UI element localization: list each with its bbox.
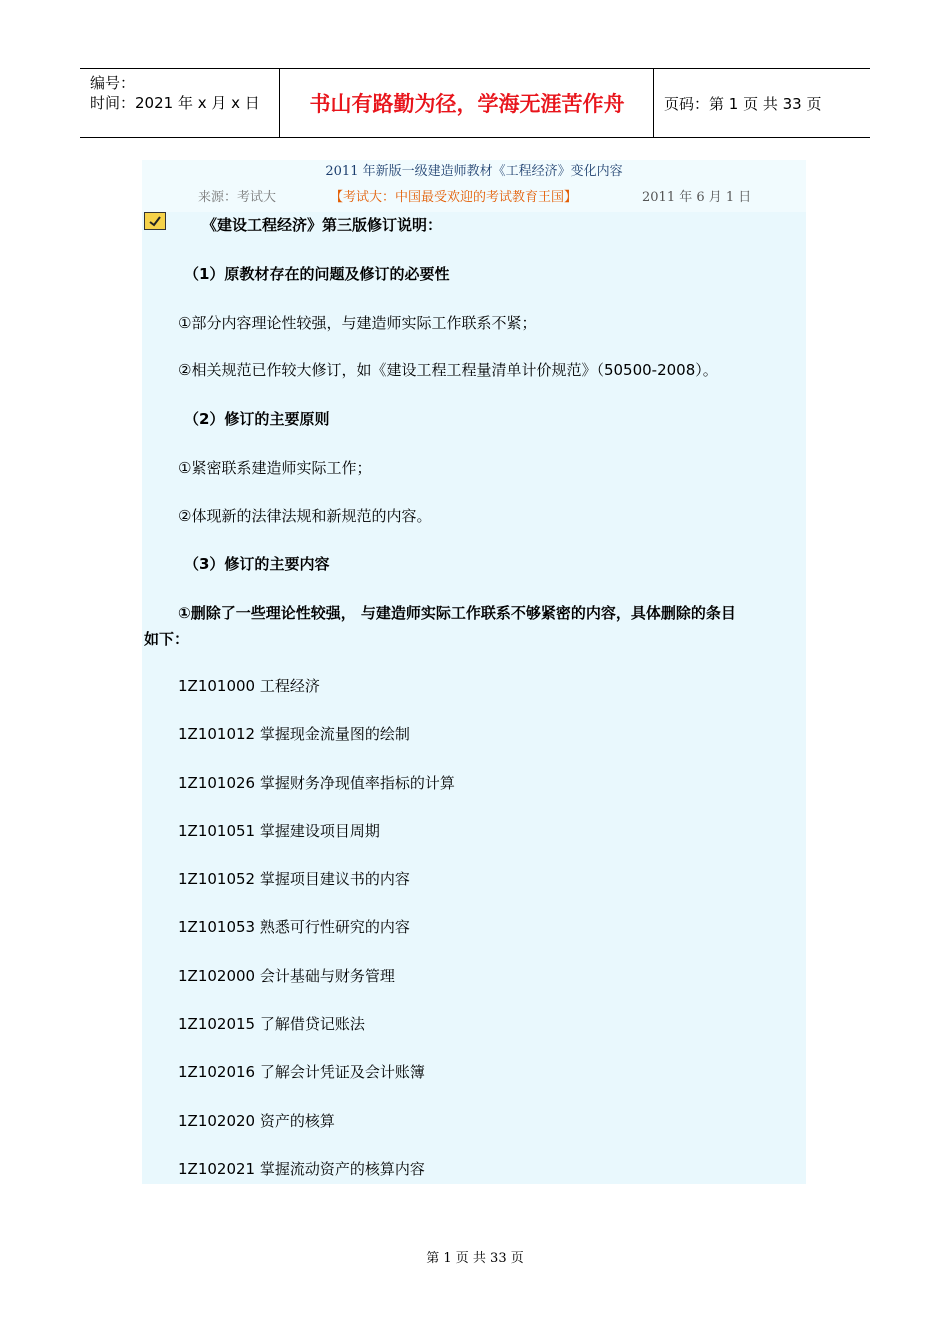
article-source: 来源：考试大 [198,190,277,205]
note-icon [144,212,166,230]
article-body [142,212,806,1184]
list-item: 1Z101053 熟悉可行性研究的内容 [178,918,410,936]
section2-item1: ①紧密联系建造师实际工作； [178,459,372,477]
list-item: 1Z102016 了解会计凭证及会计账簿 [178,1063,425,1081]
list-item: 1Z101026 掌握财务净现值率指标的计算 [178,774,455,792]
article-heading: 《建设工程经济》第三版修订说明： [202,216,443,234]
time-label: 时间：2021 年 x 月 x 日 [90,94,260,112]
section1-title: （1）原教材存在的问题及修订的必要性 [184,265,450,283]
section3-lead-line1: ①删除了一些理论性较强， 与建造师实际工作联系不够紧密的内容，具体删除的条目 [178,604,736,622]
list-item: 1Z101052 掌握项目建议书的内容 [178,870,410,888]
list-item: 1Z101000 工程经济 [178,677,320,695]
page-header [80,68,870,138]
article-date: 2011 年 6 月 1 日 [642,190,752,205]
section1-item1: ①部分内容理论性较强，与建造师实际工作联系不紧； [178,314,537,332]
page-footer: 第 1 页 共 33 页 [426,1251,524,1266]
header-motto: 书山有路勤为径，学海无涯苦作舟 [281,69,654,137]
article-brand[interactable]: 【考试大：中国最受欢迎的考试教育王国】 [330,190,578,205]
list-item: 1Z102015 了解借贷记账法 [178,1015,365,1033]
article-title: 2011 年新版一级建造师教材《工程经济》变化内容 [325,164,623,179]
section2-item2: ②体现新的法律法规和新规范的内容。 [178,507,432,525]
list-item: 1Z102021 掌握流动资产的核算内容 [178,1160,425,1178]
section2-title: （2）修订的主要原则 [184,410,330,428]
number-label: 编号： [90,74,136,92]
header-page-label: 页码：第 1 页 共 33 页 [664,94,822,113]
section1-item2: ②相关规范已作较大修订，如《建设工程工程量清单计价规范》（50500-2008）。 [178,361,718,379]
list-item: 1Z101051 掌握建设项目周期 [178,822,380,840]
list-item: 1Z102020 资产的核算 [178,1112,335,1130]
header-info-cell [80,69,280,137]
list-item: 1Z102000 会计基础与财务管理 [178,967,395,985]
article-container [142,160,806,1184]
section3-lead-line2: 如下： [144,630,190,648]
section3-title: （3）修订的主要内容 [184,555,330,573]
list-item: 1Z101012 掌握现金流量图的绘制 [178,725,410,743]
